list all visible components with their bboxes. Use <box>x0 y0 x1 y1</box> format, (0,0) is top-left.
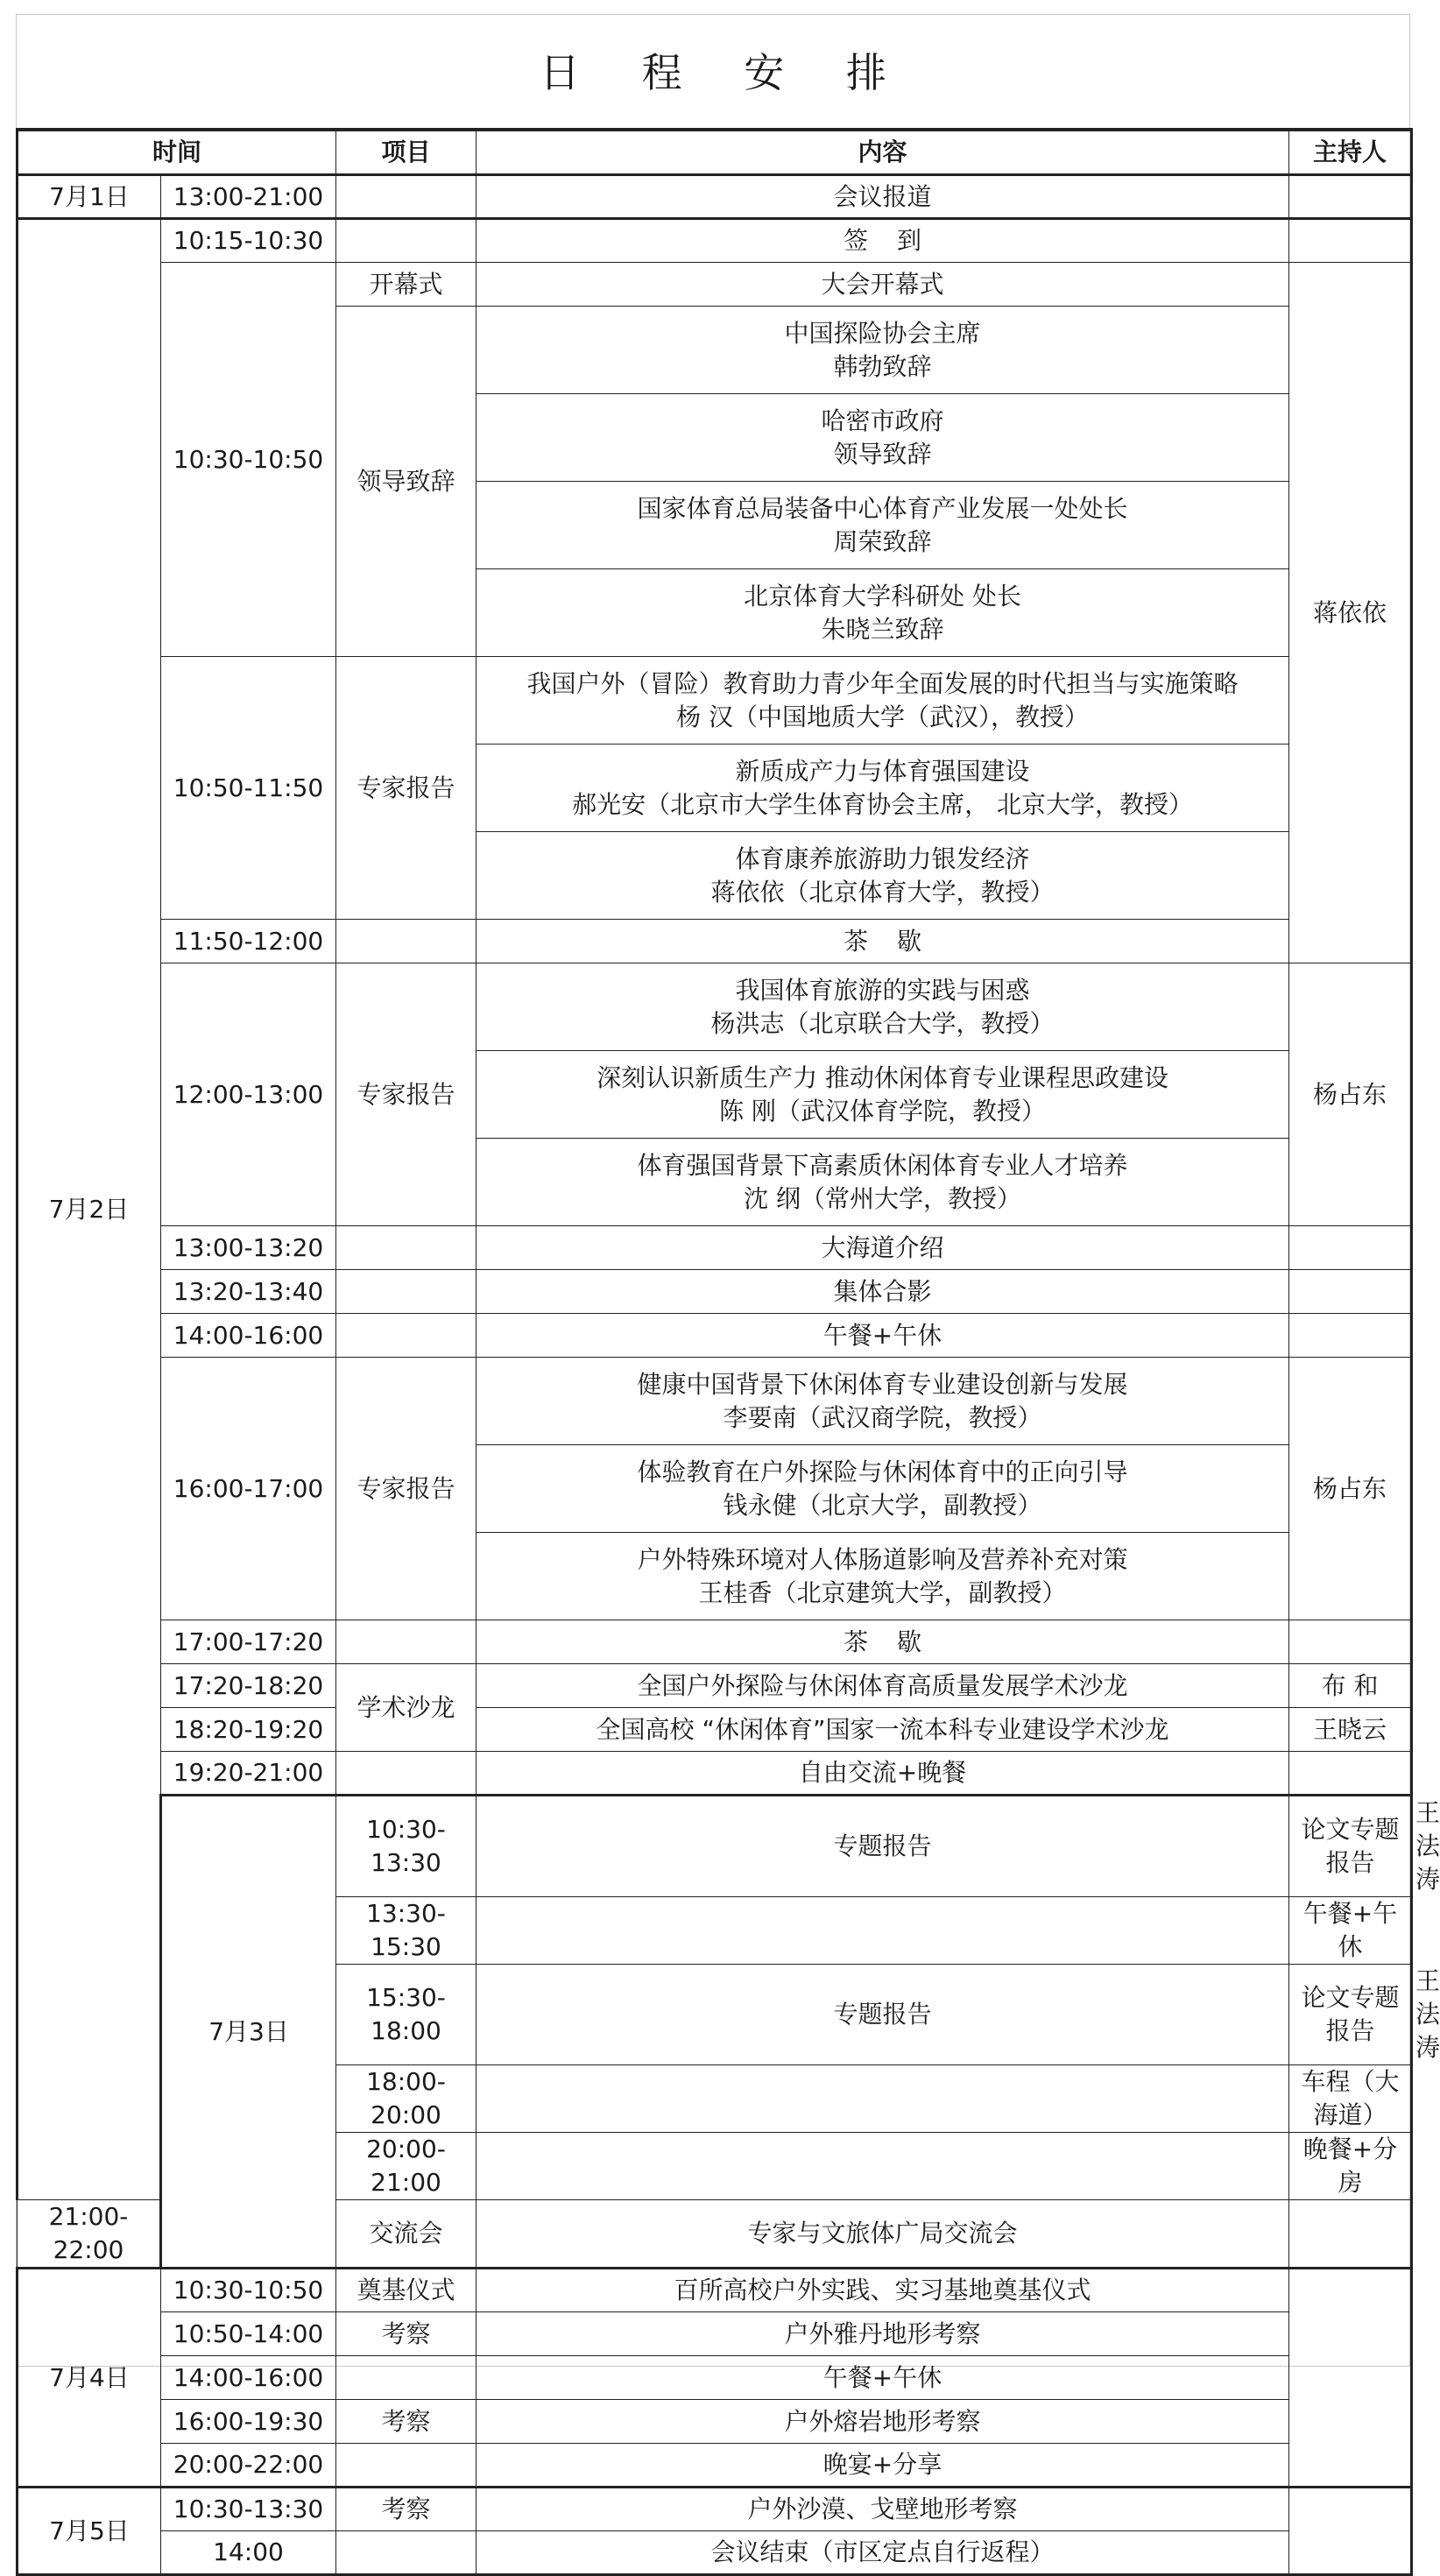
content-cell: 健康中国背景下休闲体育专业建设创新与发展 李要南（武汉商学院，教授） <box>476 1358 1289 1445</box>
table-row <box>18 2531 1412 2575</box>
content-cell: 午餐+午休 <box>1289 1897 1412 1965</box>
header-row <box>18 130 1412 175</box>
content-cell: 体育强国背景下高素质休闲体育专业人才培养 沈 纲（常州大学，教授） <box>476 1139 1289 1226</box>
item-cell <box>336 1270 476 1314</box>
content-cell: 我国户外（冒险）教育助力青少年全面发展的时代担当与实施策略 杨 汉（中国地质大学（武汉），教授） <box>476 657 1289 745</box>
content-cell: 论文专题报告 <box>1289 1965 1412 2065</box>
content-cell: 午餐+午休 <box>476 1314 1289 1358</box>
time-cell: 16:00-19:30 <box>161 2400 336 2444</box>
time-cell: 14:00-16:00 <box>161 2356 336 2400</box>
time-cell: 21:00-22:00 <box>18 2200 161 2269</box>
time-cell: 12:00-13:00 <box>161 963 336 1226</box>
content-cell: 百所高校户外实践、实习基地奠基仪式 <box>476 2269 1289 2312</box>
item-cell: 考察 <box>336 2312 476 2356</box>
content-cell: 哈密市政府 领导致辞 <box>476 394 1289 482</box>
table-row <box>18 1708 1412 1752</box>
table-row: 7月3日 10:30-13:30 专题报告 论文专题报告 王法涛 <box>18 1796 1412 1897</box>
time-cell: 10:30-13:30 <box>336 1796 476 1897</box>
header-content: 内容 <box>476 130 1289 175</box>
time-cell: 17:00-17:20 <box>161 1620 336 1664</box>
content-cell: 新质成产力与体育强国建设 郝光安（北京市大学生体育协会主席， 北京大学，教授） <box>476 745 1289 832</box>
table-row <box>18 1620 1412 1664</box>
time-cell: 10:50-11:50 <box>161 657 336 920</box>
item-cell: 专题报告 <box>476 1796 1289 1897</box>
time-cell: 13:00-13:20 <box>161 1226 336 1270</box>
host-cell <box>1289 1270 1412 1314</box>
time-cell: 10:30-10:50 <box>161 263 336 657</box>
table-row <box>18 2356 1412 2400</box>
content-cell: 晚餐+分房 <box>1289 2133 1412 2200</box>
time-cell: 10:50-14:00 <box>161 2312 336 2356</box>
header-host: 主持人 <box>1289 130 1412 175</box>
item-cell: 专家报告 <box>336 963 476 1226</box>
item-cell <box>336 1314 476 1358</box>
item-cell: 专家报告 <box>336 657 476 920</box>
host-cell: 蒋依依 <box>1289 263 1412 963</box>
item-cell: 考察 <box>336 2400 476 2444</box>
header-time: 时间 <box>18 130 336 175</box>
table-row <box>18 219 1412 263</box>
content-cell: 签 到 <box>476 219 1289 263</box>
time-cell: 20:00-21:00 <box>336 2133 476 2200</box>
content-cell: 会议结束（市区定点自行返程） <box>476 2531 1289 2575</box>
item-cell <box>476 1897 1289 1965</box>
content-cell: 午餐+午休 <box>476 2356 1289 2400</box>
table-row <box>18 920 1412 963</box>
time-cell: 13:30-15:30 <box>336 1897 476 1965</box>
content-cell: 国家体育总局装备中心体育产业发展一处处长 周荣致辞 <box>476 482 1289 569</box>
content-cell: 户外特殊环境对人体肠道影响及营养补充对策 王桂香（北京建筑大学，副教授） <box>476 1533 1289 1620</box>
item-cell: 专题报告 <box>476 1965 1289 2065</box>
table-row <box>18 657 1412 745</box>
content-cell: 全国高校 “休闲体育”国家一流本科专业建设学术沙龙 <box>476 1708 1289 1752</box>
time-cell: 10:30-13:30 <box>161 2488 336 2531</box>
item-cell: 领导致辞 <box>336 307 476 657</box>
time-cell: 18:20-19:20 <box>161 1708 336 1752</box>
content-cell: 户外沙漠、戈壁地形考察 <box>476 2488 1289 2531</box>
item-cell <box>336 920 476 963</box>
content-cell: 论文专题报告 <box>1289 1796 1412 1897</box>
host-cell <box>1289 219 1412 263</box>
host-cell <box>1289 1314 1412 1358</box>
content-cell: 晚宴+分享 <box>476 2444 1289 2488</box>
host-cell <box>1289 2269 1412 2488</box>
page-title: 日 程 安 排 <box>540 49 911 96</box>
host-cell: 杨占东 <box>1289 1358 1412 1620</box>
time-cell: 19:20-21:00 <box>161 1752 336 1796</box>
table-row <box>18 1752 1412 1796</box>
time-cell: 14:00-16:00 <box>161 1314 336 1358</box>
item-cell <box>336 219 476 263</box>
time-cell: 17:20-18:20 <box>161 1664 336 1708</box>
time-cell: 13:00-21:00 <box>161 175 336 219</box>
content-cell: 集体合影 <box>476 1270 1289 1314</box>
time-cell: 13:20-13:40 <box>161 1270 336 1314</box>
content-cell: 北京体育大学科研处 处长 朱晓兰致辞 <box>476 569 1289 657</box>
content-cell: 体育康养旅游助力银发经济 蒋依依（北京体育大学，教授） <box>476 832 1289 920</box>
date-cell: 7月5日 <box>18 2488 161 2575</box>
time-cell: 10:30-10:50 <box>161 2269 336 2312</box>
time-cell: 20:00-22:00 <box>161 2444 336 2488</box>
item-cell: 考察 <box>336 2488 476 2531</box>
date-cell: 7月3日 <box>161 1796 336 2269</box>
item-cell <box>336 2531 476 2575</box>
content-cell: 车程（大海道） <box>1289 2065 1412 2133</box>
header-item: 项目 <box>336 130 476 175</box>
table-row <box>18 1358 1412 1445</box>
table-row <box>18 2400 1412 2444</box>
item-cell: 奠基仪式 <box>336 2269 476 2312</box>
table-row <box>18 2312 1412 2356</box>
content-cell: 中国探险协会主席 韩勃致辞 <box>476 307 1289 394</box>
time-cell: 10:15-10:30 <box>161 219 336 263</box>
date-cell: 7月4日 <box>18 2269 161 2488</box>
host-cell: 杨占东 <box>1289 963 1412 1226</box>
host-cell <box>1289 2488 1412 2575</box>
table-row <box>18 2488 1412 2531</box>
item-cell: 专家报告 <box>336 1358 476 1620</box>
time-cell: 18:00-20:00 <box>336 2065 476 2133</box>
item-cell <box>336 1752 476 1796</box>
content-cell: 全国户外探险与休闲体育高质量发展学术沙龙 <box>476 1664 1289 1708</box>
table-row <box>18 2269 1412 2312</box>
date-cell: 7月1日 <box>18 175 161 219</box>
item-cell <box>336 1226 476 1270</box>
item-cell: 交流会 <box>336 2200 476 2269</box>
item-cell <box>476 2133 1289 2200</box>
date-cell: 7月2日 <box>18 219 161 2200</box>
content-cell: 户外熔岩地形考察 <box>476 2400 1289 2444</box>
content-cell: 体验教育在户外探险与休闲体育中的正向引导 钱永健（北京大学，副教授） <box>476 1445 1289 1533</box>
content-cell: 户外雅丹地形考察 <box>476 2312 1289 2356</box>
item-cell <box>336 2444 476 2488</box>
host-cell: 布 和 <box>1289 1664 1412 1708</box>
table-row <box>18 1270 1412 1314</box>
table-row <box>18 1664 1412 1708</box>
schedule-table <box>16 128 1440 2576</box>
item-cell <box>476 2065 1289 2133</box>
content-cell: 茶 歇 <box>476 920 1289 963</box>
content-cell: 大会开幕式 <box>476 263 1289 307</box>
content-cell: 自由交流+晚餐 <box>476 1752 1289 1796</box>
host-cell <box>1289 2200 1412 2269</box>
host-cell <box>1289 1752 1412 1796</box>
time-cell: 16:00-17:00 <box>161 1358 336 1620</box>
table-row <box>18 263 1412 307</box>
table-row <box>18 1226 1412 1270</box>
item-cell <box>336 1620 476 1664</box>
time-cell: 15:30-18:00 <box>336 1965 476 2065</box>
host-cell <box>1289 175 1412 219</box>
table-row <box>18 963 1412 1051</box>
table-row: 15:30-18:00 专题报告 论文专题报告 王法涛 <box>18 1965 1412 2065</box>
content-cell: 茶 歇 <box>476 1620 1289 1664</box>
table-row <box>18 175 1412 219</box>
host-cell <box>1289 1226 1412 1270</box>
time-cell: 11:50-12:00 <box>161 920 336 963</box>
item-cell: 学术沙龙 <box>336 1664 476 1752</box>
content-cell: 大海道介绍 <box>476 1226 1289 1270</box>
table-row <box>18 2444 1412 2488</box>
table-row <box>18 1314 1412 1358</box>
content-cell: 专家与文旅体广局交流会 <box>476 2200 1289 2269</box>
content-cell: 会议报道 <box>476 175 1289 219</box>
host-cell: 王晓云 <box>1289 1708 1412 1752</box>
item-cell <box>336 2356 476 2400</box>
time-cell: 14:00 <box>161 2531 336 2575</box>
item-cell <box>336 175 476 219</box>
content-cell: 我国体育旅游的实践与困惑 杨洪志（北京联合大学，教授） <box>476 963 1289 1051</box>
content-cell: 深刻认识新质生产力 推动休闲体育专业课程思政建设 陈 刚（武汉体育学院，教授） <box>476 1051 1289 1139</box>
item-cell: 开幕式 <box>336 263 476 307</box>
host-cell <box>1289 1620 1412 1664</box>
